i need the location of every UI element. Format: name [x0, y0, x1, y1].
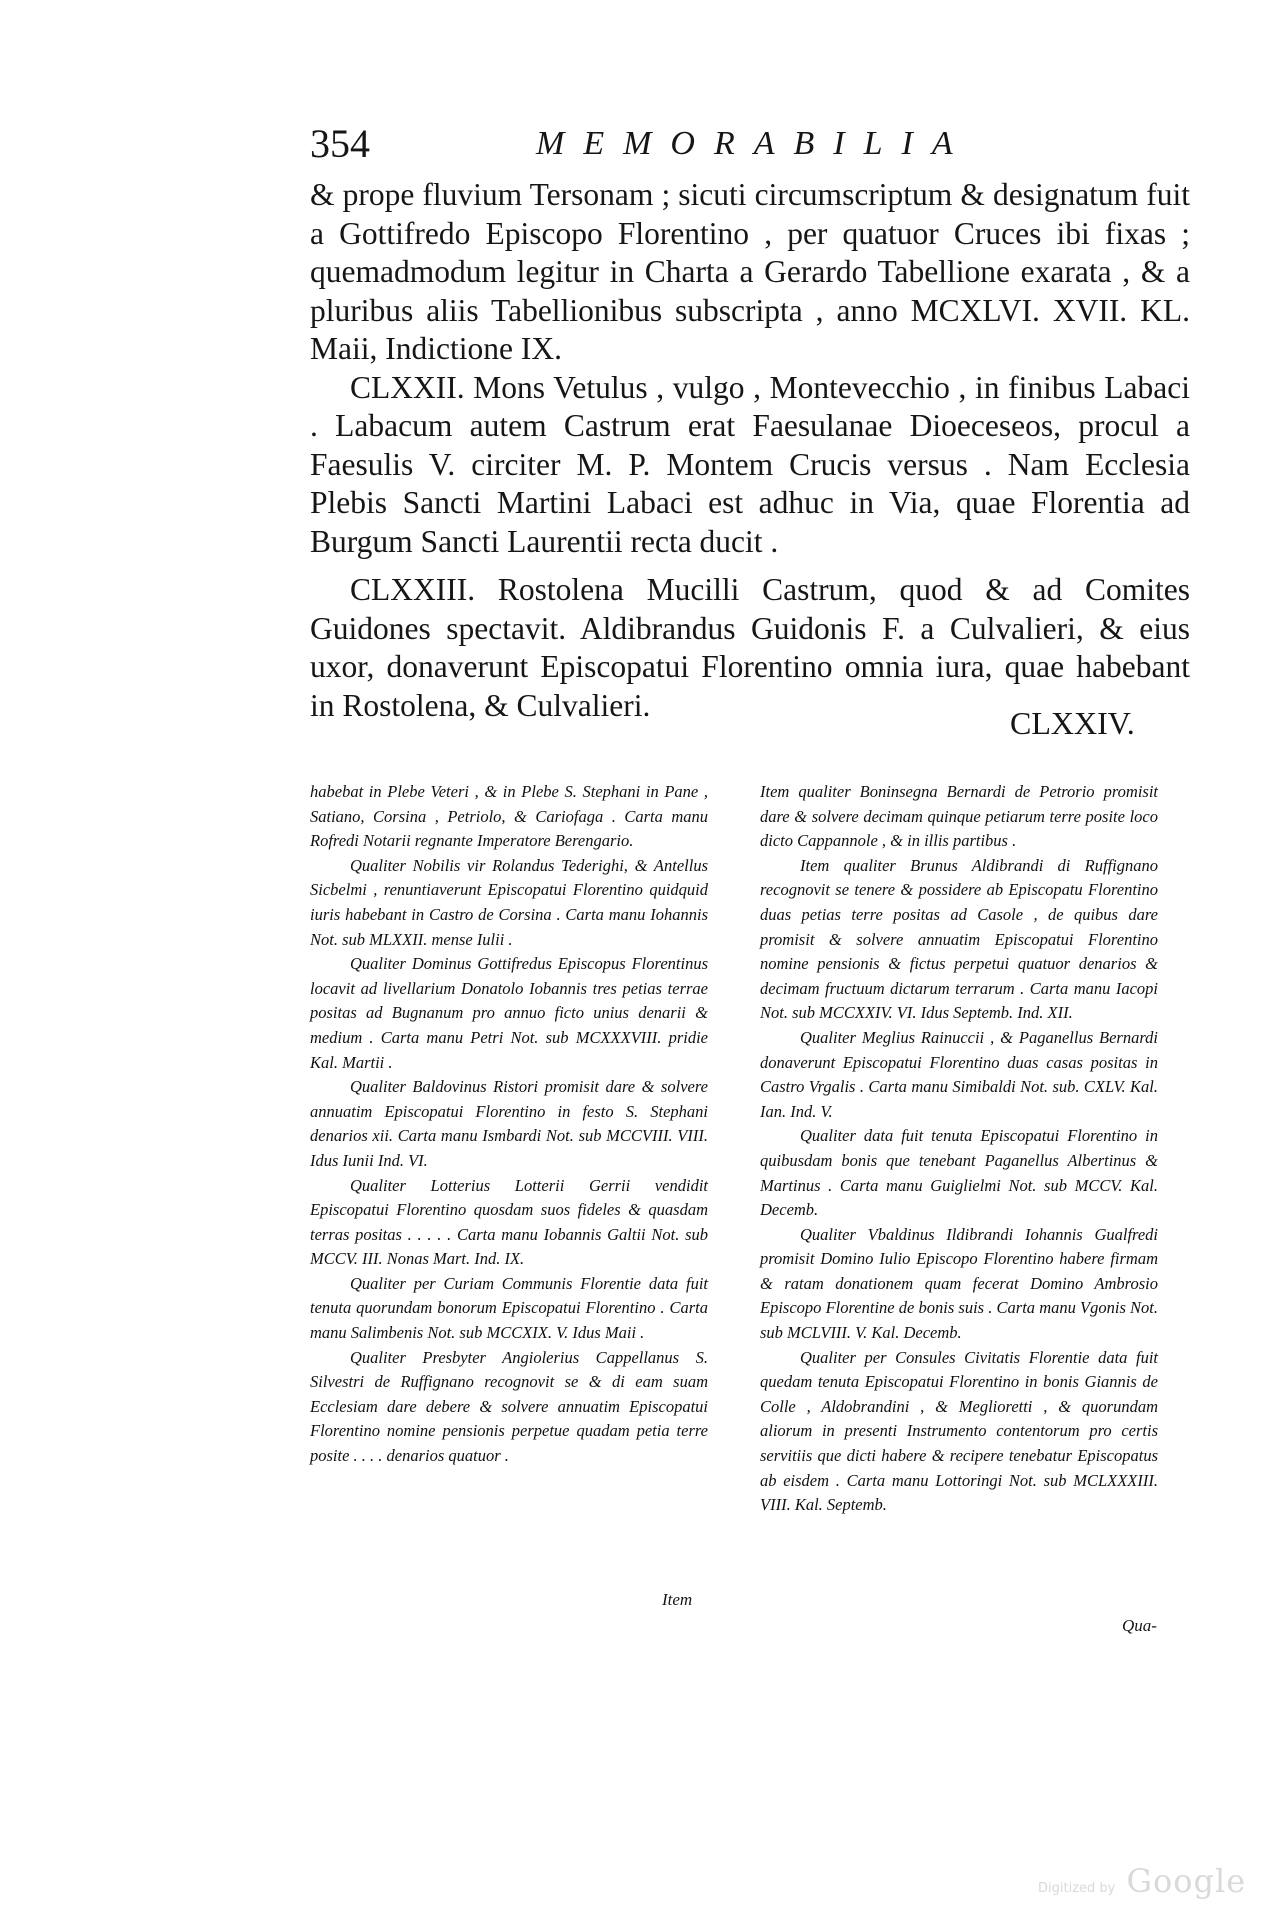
paragraph-continuation: & prope fluvium Tersonam ; sicuti circumscriptum & designatum fuit a Gottifredo Episcopo Florentino , per quatuor Cruces ibi fixas ; quemadmodum legitur in Charta a Gerardo Tabellione exarata , & a pluribus aliis Tabellionibus subscripta , anno MCXLVI. XVII. KL. Maii, Indictione IX. [310, 177, 1190, 366]
note-entry: Qualiter Dominus Gottifredus Episcopus Florentinus locavit ad livellarium Donatolo Iobannis tres petias terrae positas ad Bugnanum pro annuo ficto unius denarii & medium . Carta manu Petri Not. sub MCXXXVIII. pridie Kal. Martii . [310, 954, 708, 1072]
digitization-watermark [1038, 1862, 1246, 1900]
page-number: 354 [310, 121, 370, 166]
note-entry: Qualiter data fuit tenuta Episcopatui Florentino in quibusdam bonis que tenebant Paganellus Albertinus & Martinus . Carta manu Guiglielmi Not. sub MCCV. Kal. Decemb. [760, 1126, 1158, 1220]
note-entry: Item qualiter Brunus Aldibrandi di Ruffignano recognovit se tenere & possidere ab Episcopatu Florentino duas petias terre positas ad Casole , de quibus dare promisit & solvere annuatim Episcopatui Florentino nomine pensionis & fictus perpetui quatuor denarios & decimam fructuum dictarum terrarum . Carta manu Iacopi Not. sub MCCXXIV. VI. Idus Septemb. Ind. XII. [760, 855, 1158, 1023]
note-entry: Qualiter per Curiam Communis Florentie data fuit tenuta quorundam bonorum Episcopatui Florentino . Carta manu Salimbenis Not. sub MCCXIX. V. Idus Maii . [310, 1273, 708, 1343]
running-title: MEMORABILIA [536, 125, 972, 162]
paragraph-clxxiii: CLXXIII. Rostolena Mucilli Castrum, quod & ad Comites Guidones spectavit. Aldibrandus Guidonis F. a Culvalieri, & eius uxor, donaverunt Episcopatui Florentino omnia iura, quae habebant in Rostolena, & Culvalieri. [310, 572, 1190, 723]
note-entry: Qualiter Presbyter Angiolerius Cappellanus S. Silvestri de Ruffignano recognovit se & di eam suam Ecclesiam dare debere & solvere annuatim Episcopatui Florentino nomine pensionis perpetue quadam petia terre posite . . . . denarios quatuor . [310, 1347, 708, 1466]
note-entry: Qualiter Nobilis vir Rolandus Tederighi, & Antellus Sicbelmi , renuntiaverunt Episcopatui Florentino quidquid iuris habebant in Castro de Corsina . Carta manu Iohannis Not. sub MLXXII. mense Iulii . [310, 855, 708, 949]
page-header [310, 120, 1180, 168]
main-catchword: CLXXIV. [1010, 705, 1135, 741]
note-entry: Qualiter Meglius Rainuccii , & Paganellus Bernardi donaverunt Episcopatui Florentino duas casas positas in Castro Vrgalis . Carta manu Simibaldi Not. sub. CXLV. Kal. Ian. Ind. V. [760, 1027, 1158, 1121]
note-entry: habebat in Plebe Veteri , & in Plebe S. Stephani in Pane , Satiano, Corsina , Petriolo, & Cariofaga . Carta manu Rofredi Notarii regnante Imperatore Berengario. [310, 782, 708, 851]
watermark-brand: Google [1126, 1862, 1247, 1900]
watermark-prefix: Digitized by [1038, 1881, 1116, 1896]
notes-left-column [310, 780, 708, 1469]
note-entry: Item qualiter Boninsegna Bernardi de Petrorio promisit dare & solvere decimam quinque petiarum terre posite loco dicto Cappannole , & in illis partibus . [760, 782, 1158, 851]
note-entry: Qualiter Baldovinus Ristori promisit dare & solvere annuatim Episcopatui Florentino in festo S. Stephani denarios xii. Carta manu Ismbardi Not. sub MCCVIII. VIII. Idus Iunii Ind. VI. [310, 1077, 708, 1170]
note-entry: Qualiter Vbaldinus Ildibrandi Iohannis Gualfredi promisit Domino Iulio Episcopo Florentino habere firmam & ratam donationem quam fecerat Domino Ambrosio Episcopo Florentine de bonis suis . Carta manu Vgonis Not. sub MCLVIII. V. Kal. Decemb. [760, 1224, 1158, 1343]
main-text [310, 176, 1190, 725]
note-entry: Qualiter Lotterius Lotterii Gerrii vendidit Episcopatui Florentino quosdam suos fideles & quasdam terras positas . . . . . Carta manu Iobannis Galtii Not. sub MCCV. III. Nonas Mart. Ind. IX. [310, 1175, 708, 1269]
left-column-catchword: Item [662, 1590, 693, 1609]
paragraph-clxxii: CLXXII. Mons Vetulus , vulgo , Montevecchio , in finibus Labaci . Labacum autem Castrum erat Faesulanae Dioeceseos, procul a Faesulis V. circiter M. P. Montem Crucis versus . Nam Ecclesia Plebis Sancti Martini Labaci est adhuc in Via, quae Florentia ad Burgum Sancti Laurentii recta ducit . [310, 369, 1190, 559]
right-column-catchword: Qua- [1122, 1616, 1157, 1635]
note-entry: Qualiter per Consules Civitatis Florentie data fuit quedam tenuta Episcopatui Florentino in bonis Giannis de Colle , Aldobrandini , & Meglioretti , & quorundam aliorum in presenti Instrumento contentorum pro certis servitiis que dicti habere & recipere tenebatur Episcopatus ab eisdem . Carta manu Lottoringi Not. sub MCLXXXIII. VIII. Kal. Septemb. [760, 1347, 1158, 1515]
notes-right-column [760, 780, 1158, 1518]
